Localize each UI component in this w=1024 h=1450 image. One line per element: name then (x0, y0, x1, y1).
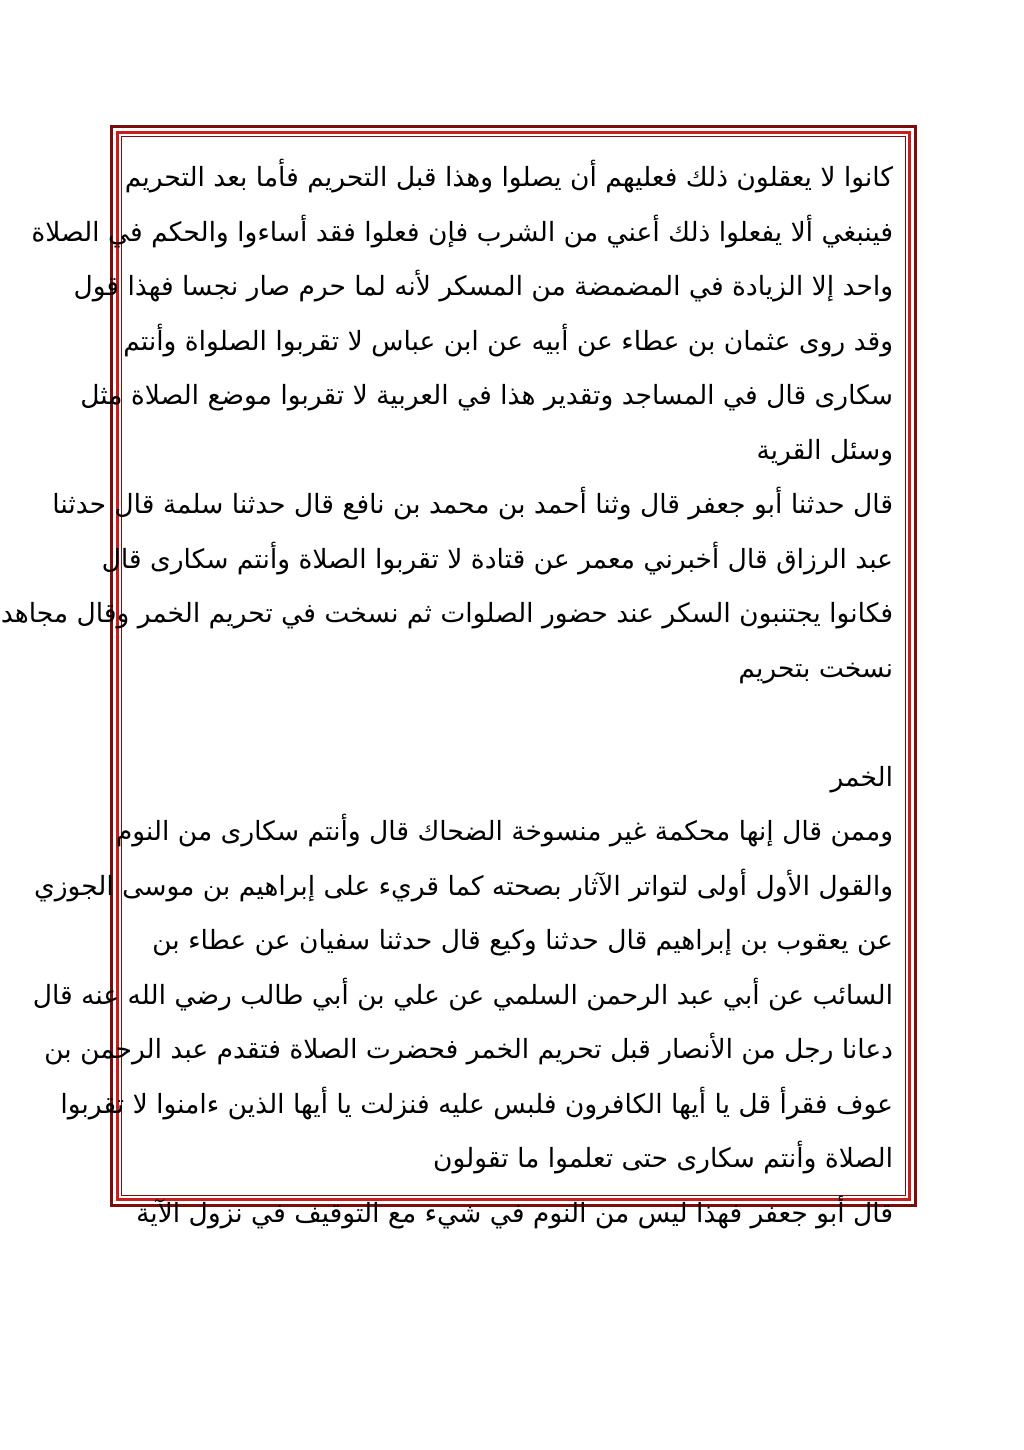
text-line-18: عوف فقرأ قل يا أيها الكافرون فلبس عليه فنزلت يا أيها الذين ءامنوا لا تقربوا (60, 1088, 893, 1120)
text-line-16: السائب عن أبي عبد الرحمن السلمي عن علي بن أبي طالب رضي الله عنه قال (32, 979, 893, 1011)
text-line-15: عن يعقوب بن إبراهيم قال حدثنا وكيع قال حدثنا سفيان عن عطاء بن (152, 925, 893, 956)
text-line-3: واحد إلا الزيادة في المضمضة من المسكر لأنه لما حرم صار نجسا فهذا قول (73, 271, 893, 302)
text-line-8: عبد الرزاق قال أخبرني معمر عن قتادة لا تقربوا الصلاة وأنتم سكارى قال (101, 543, 893, 575)
page-frame-core (0, 136, 906, 1229)
text-line-1: كانوا لا يعقلون ذلك فعليهم أن يصلوا وهذا قبل التحريم فأما بعد التحريم (124, 162, 893, 193)
page-frame-inner (0, 131, 911, 1229)
text-line-6: وسئل القرية (756, 434, 893, 466)
text-line-14: والقول الأول أولى لتواتر الآثار بصحته كما قريء على إبراهيم بن موسى الجوزي (33, 870, 893, 902)
document-text (0, 151, 893, 1241)
page-frame (0, 125, 917, 1229)
text-line-19: الصلاة وأنتم سكارى حتى تعلموا ما تقولون (432, 1143, 893, 1174)
blank-line (136, 696, 893, 751)
text-line-4: وقد روى عثمان بن عطاء عن أبيه عن ابن عباس لا تقربوا الصلواة وأنتم (123, 325, 893, 357)
text-line-20: قال أبو جعفر فهذا ليس من النوم في شيء مع التوقيف في نزول الآية (136, 1197, 893, 1229)
text-line-7: قال حدثنا أبو جعفر قال وثنا أحمد بن محمد بن نافع قال حدثنا سلمة قال حدثنا (52, 489, 893, 520)
text-line-17: دعانا رجل من الأنصار قبل تحريم الخمر فحضرت الصلاة فتقدم عبد الرحمن بن (44, 1034, 893, 1065)
text-line-9: فكانوا يجتنبون السكر عند حضور الصلوات ثم نسخت في تحريم الخمر وقال مجاهد (0, 598, 893, 629)
text-line-5: سكارى قال في المساجد وتقدير هذا في العربية لا تقربوا موضع الصلاة مثل (80, 380, 893, 411)
text-line-13: وممن قال إنها محكمة غير منسوخة الضحاك قال وأنتم سكارى من النوم (115, 816, 893, 847)
text-line-10: نسخت بتحريم (738, 652, 893, 684)
text-line-2: فينبغي ألا يفعلوا ذلك أعني من الشرب فإن فعلوا فقد أساءوا والحكم في الصلاة (31, 216, 893, 248)
text-line-12: الخمر (830, 761, 893, 793)
